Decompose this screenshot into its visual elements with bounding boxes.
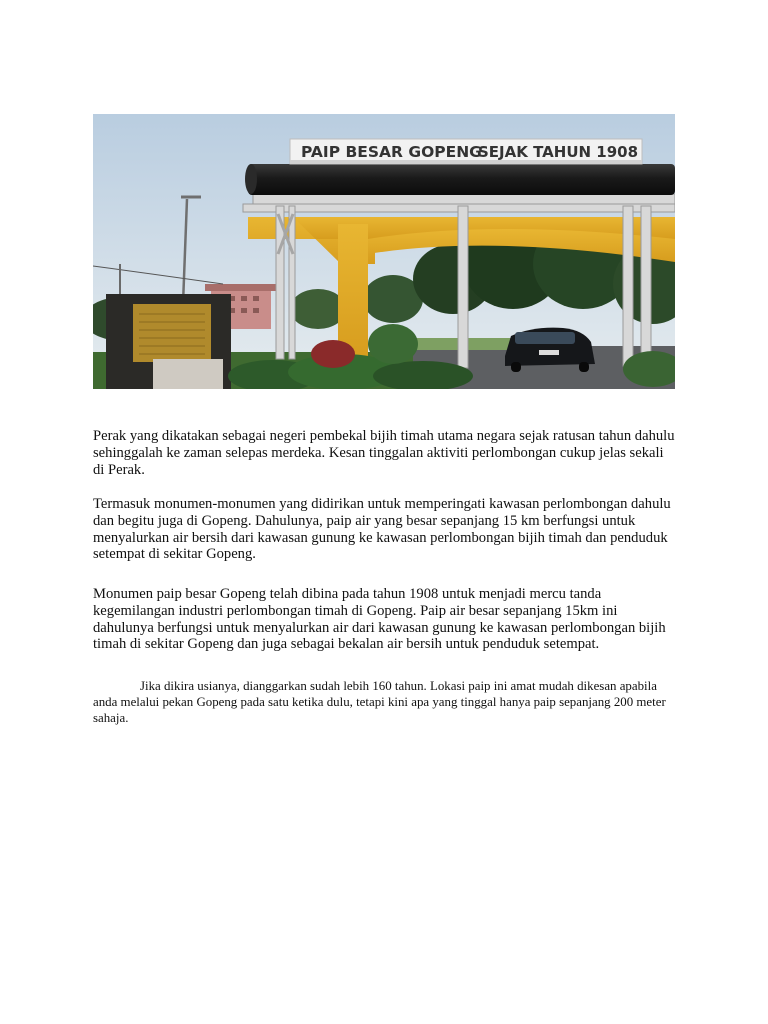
big-pipe: [248, 164, 675, 195]
paragraph-1: Perak yang dikatakan sebagai negeri pembekal bijih timah utama negara sejak ratusan tahun dahulu sehinggalah ke zaman selepas merdeka. Kesan tinggalan aktiviti perlombongan cukup jelas sekali di Perak.: [93, 428, 675, 478]
paragraph-2: Termasuk monumen-monumen yang didirikan untuk memperingati kawasan perlombongan dahulu dan begitu juga di Gopeng. Dahulunya, paip air yang besar sepanjang 15 km berfungsi untuk menyalurkan air bersih dari kawasan gunung ke kawasan perlombongan bijih timah dan penduduk setempat di sekitar Gopeng.: [93, 496, 671, 563]
gopeng-pipe-monument-photo: [93, 114, 675, 389]
paragraph-4: Jika dikira usianya, dianggarkan sudah lebih 160 tahun. Lokasi paip ini amat mudah dikesan apabila anda melalui pekan Gopeng pada satu ketika dulu, tetapi kini apa yang tinggal hanya paip sepanjang 200 meter sahaja.: [93, 679, 666, 725]
sign-text-left: PAIP BESAR GOPENG: [301, 143, 482, 161]
info-plaque: [106, 294, 231, 389]
sign-text-right: SEJAK TAHUN 1908: [478, 143, 639, 161]
pipe-sign: [290, 139, 642, 164]
paragraph-3: Monumen paip besar Gopeng telah dibina pada tahun 1908 untuk menjadi mercu tanda kegemilangan industri perlombongan timah di Gopeng. Paip air besar sepanjang 15km ini dahulunya berfungsi untuk menyalurkan air dari kawasan gunung ke kawasan perlombongan bijih timah di sekitar Gopeng dan juga sebagai bekalan air bersih untuk penduduk setempat.: [93, 586, 666, 653]
